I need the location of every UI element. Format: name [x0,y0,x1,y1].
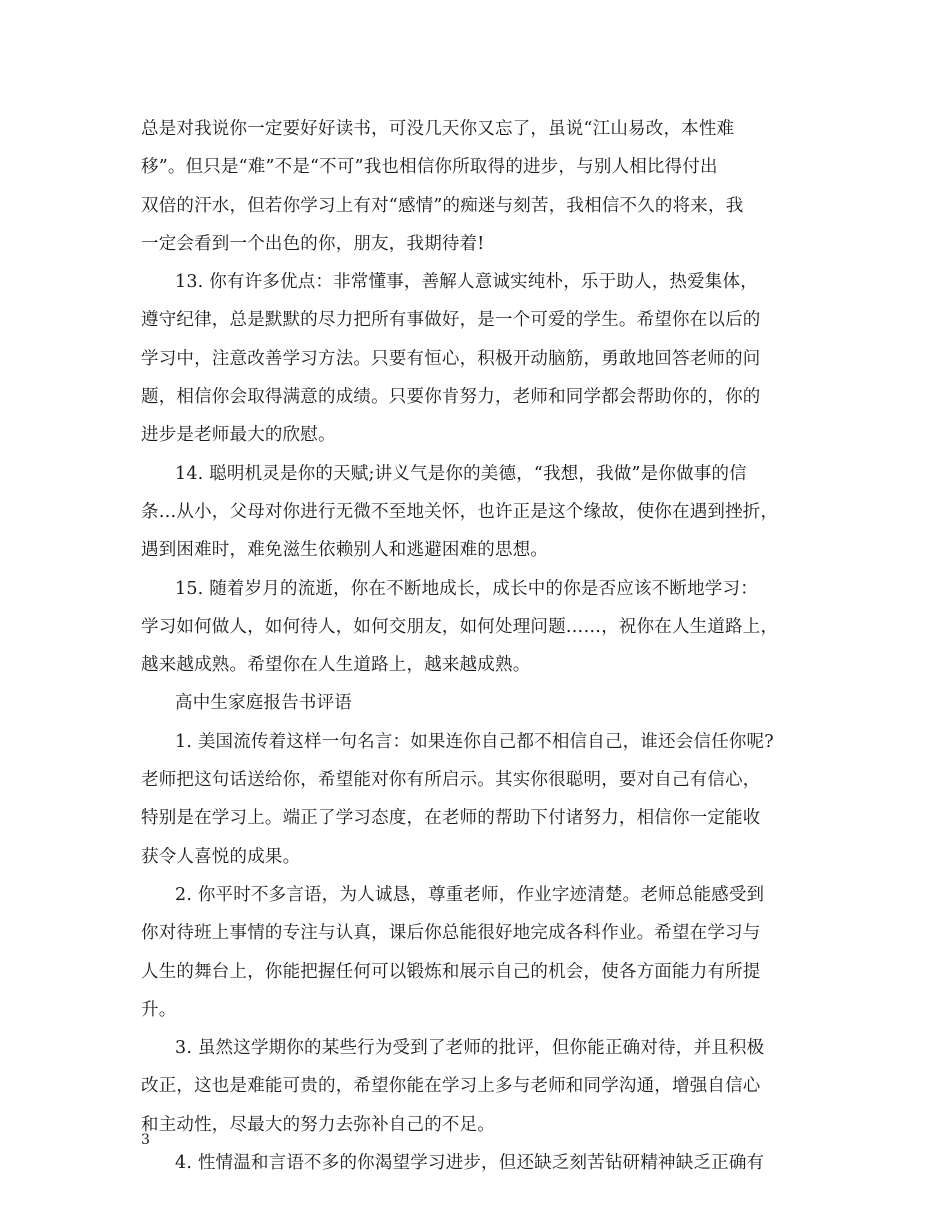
text-line: 双倍的汗水，但若你学习上有对“感情”的痴迷与刻苦，我相信不久的将来，我 [141,195,744,216]
text-line: 题，相信你会取得满意的成绩。只要你肯努力，老师和同学都会帮助你的，你的 [141,387,761,408]
paragraph-start-13: 13. 你有许多优点：非常懂事，善解人意诚实纯朴，乐于助人，热爱集体， [175,272,758,293]
page-number: 3 [141,1132,150,1148]
text-line: 学习如何做人，如何待人，如何交朋友，如何处理问题……，祝你在人生道路上， [141,616,779,637]
text-line: 改正，这也是难能可贵的，希望你能在学习上多与老师和同学沟通，增强自信心 [141,1076,761,1097]
paragraph-start-3: 3. 虽然这学期你的某些行为受到了老师的批评，但你能正确对待，并且积极 [175,1038,765,1059]
text-line: 人生的舞台上，你能把握任何可以锻炼和展示自己的机会，使各方面能力有所提 [141,961,761,982]
text-line: 老师把这句话送给你，希望能对你有所启示。其实你很聪明，要对自己有信心， [141,770,761,791]
paragraph-start-4: 4. 性情温和言语不多的你渴望学习进步，但还缺乏刻苦钻研精神缺乏正确有 [175,1153,765,1174]
paragraph-start-14: 14. 聪明机灵是你的天赋;讲义气是你的美德，“我想，我做”是你做事的信 [175,463,747,484]
text-line: 进步是老师最大的欣慰。 [141,425,336,446]
text-line: 遵守纪律，总是默默的尽力把所有事做好，是一个可爱的学生。希望你在以后的 [141,310,761,331]
document-body [141,110,813,1182]
text-line: 学习中，注意改善学习方法。只要有恒心，积极开动脑筋，勇敢地回答老师的问 [141,348,761,369]
text-line: 越来越成熟。希望你在人生道路上，越来越成熟。 [141,655,531,676]
section-heading: 高中生家庭报告书评语 [175,693,352,714]
text-line: 遇到困难时，难免滋生依赖别人和逃避困难的思想。 [141,540,549,561]
text-line: 和主动性，尽最大的努力去弥补自己的不足。 [141,1114,495,1135]
text-line: 条…从小，父母对你进行无微不至地关怀，也许正是这个缘故，使你在遇到挫折， [141,501,779,522]
text-line: 一定会看到一个出色的你，朋友，我期待着! [141,233,485,254]
text-line: 总是对我说你一定要好好读书，可没几天你又忘了，虽说“江山易改，本性难 [141,119,735,139]
paragraph-start-1: 1. 美国流传着这样一句名言：如果连你自己都不相信自己，谁还会信任你呢? [175,731,774,752]
text-line: 特别是在学习上。端正了学习态度，在老师的帮助下付诸努力，相信你一定能收 [141,808,761,829]
text-line: 移”。但只是“难”不是“不可”我也相信你所取得的进步，与别人相比得付出 [141,157,718,178]
text-line: 获令人喜悦的成果。 [141,846,301,867]
paragraph-start-2: 2. 你平时不多言语，为人诚恳，尊重老师，作业字迹清楚。老师总能感受到 [175,884,765,905]
paragraph-start-15: 15. 随着岁月的流逝，你在不断地成长，成长中的你是否应该不断地学习： [175,578,758,599]
text-line: 升。 [141,999,177,1020]
text-line: 你对待班上事情的专注与认真，课后你总能很好地完成各科作业。希望在学习与 [141,923,761,944]
